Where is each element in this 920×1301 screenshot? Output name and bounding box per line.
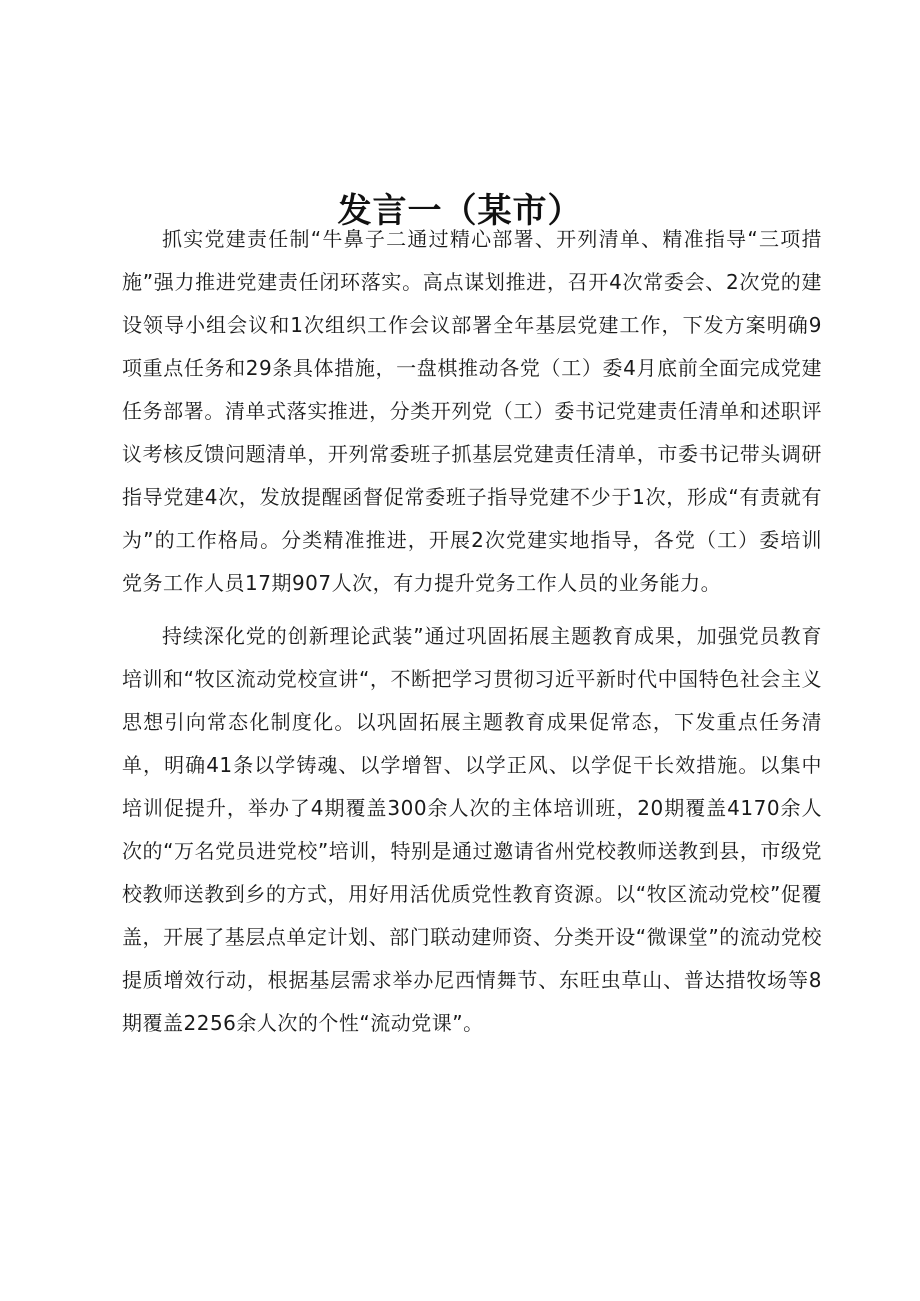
document-body	[122, 218, 822, 1055]
paragraph-party-building-responsibility: 抓实党建责任制“牛鼻子二通过精心部署、开列清单、精准指导“三项措施”强力推进党建责任闭环落实。高点谋划推进，召开4次常委会、2次党的建设领导小组会议和1次组织工作会议部署全年基层党建工作，下发方案明确9项重点任务和29条具体措施，一盘棋推动各党（工）委4月底前全面完成党建任务部署。清单式落实推进，分类开列党（工）委书记党建责任清单和述职评议考核反馈问题清单，开列常委班子抓基层党建责任清单，市委书记带头调研指导党建4次，发放提醒函督促常委班子指导党建不少于1次，形成“有责就有为”的工作格局。分类精准推进，开展2次党建实地指导，各党（工）委培训党务工作人员17期907人次，有力提升党务工作人员的业务能力。	[122, 227, 822, 595]
page-title: 发言一（某市）	[337, 190, 583, 231]
paragraph-theory-education: 持续深化党的创新理论武装”通过巩固拓展主题教育成果，加强党员教育培训和“牧区流动党校宣讲“，不断把学习贯彻习近平新时代中国特色社会主义思想引向常态化制度化。以巩固拓展主题教育成果促常态，下发重点任务清单，明确41条以学铸魂、以学增智、以学正风、以学促干长效措施。以集中培训促提升，举办了4期覆盖300余人次的主体培训班，20期覆盖4170余人次的“万名党员进党校”培训，特别是通过邀请省州党校教师送教到县，市级党校教师送教到乡的方式，用好用活优质党性教育资源。以“牧区流动党校”促覆盖，开展了基层点单定计划、部门联动建师资、分类开设“微课堂”的流动党校提质增效行动，根据基层需求举办尼西情舞节、东旺虫草山、普达措牧场等8期覆盖2256余人次的个性“流动党课”。	[122, 624, 822, 1035]
